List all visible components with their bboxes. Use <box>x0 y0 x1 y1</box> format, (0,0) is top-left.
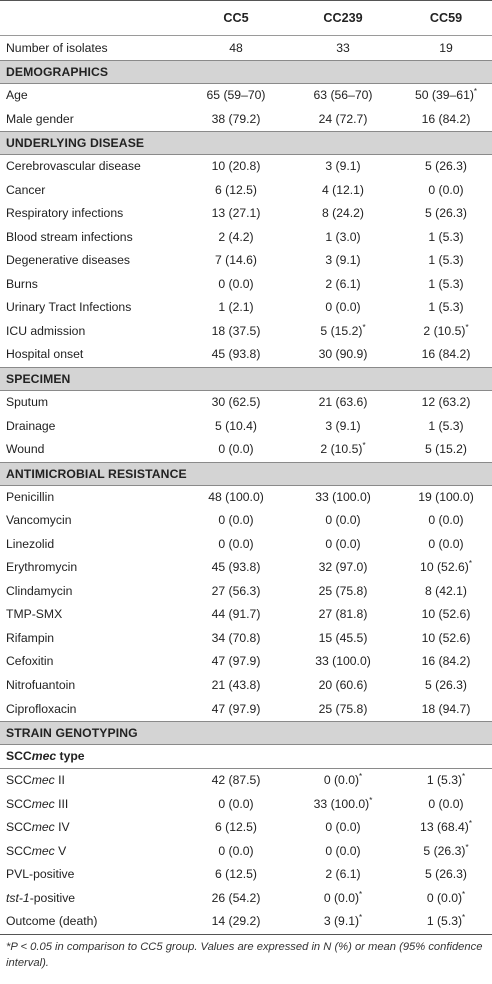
header-cc239: CC239 <box>323 11 363 25</box>
cc5-value <box>186 343 286 367</box>
header-row <box>0 1 492 36</box>
cell-value: 5 (15.2) <box>320 323 363 338</box>
cc59-value <box>400 84 492 108</box>
cell-value: 16 (84.2) <box>421 347 471 362</box>
isolates-row <box>0 36 492 61</box>
cc59-value <box>400 438 492 462</box>
cc59-value <box>400 840 492 864</box>
cc59-value <box>400 698 492 722</box>
cell-value: 0 (0.0) <box>325 513 361 528</box>
cell-value: 1 (5.3) <box>428 276 464 291</box>
cell-value: 10 (52.6) <box>420 560 469 575</box>
row-label: Outcome (death) <box>6 914 98 929</box>
cc5-value <box>186 887 286 911</box>
table-row <box>0 296 492 320</box>
cc239-value <box>286 202 400 226</box>
row-label: Urinary Tract Infections <box>6 300 132 315</box>
row-label: ICU admission <box>6 323 86 338</box>
cc239-value <box>286 887 400 911</box>
significance-marker: * <box>462 889 466 899</box>
row-label: Sputum <box>6 395 49 410</box>
row-label: Vancomycin <box>6 513 72 528</box>
cell-value: 0 (0.0) <box>325 820 361 835</box>
cell-value: 32 (97.0) <box>318 560 368 575</box>
cc239-value <box>286 273 400 297</box>
cc239-value <box>286 650 400 674</box>
cell-value: 5 (10.4) <box>214 418 257 433</box>
cell-value: 6 (12.5) <box>214 820 257 835</box>
cell-value: 2 (10.5) <box>320 442 363 457</box>
cc59-value <box>400 509 492 533</box>
cell-value: 3 (9.1) <box>323 914 360 929</box>
cell-value: 0 (0.0) <box>325 843 361 858</box>
cell-value: 18 (94.7) <box>421 701 471 716</box>
table-row <box>0 650 492 674</box>
section-antimicrobial-resistance <box>0 462 492 485</box>
cc239-value <box>286 793 400 817</box>
cell-value: 30 (90.9) <box>318 347 368 362</box>
cc59-value <box>400 603 492 627</box>
cc5-value <box>186 202 286 226</box>
cc59-value <box>400 108 492 132</box>
cell-value: 10 (20.8) <box>211 159 261 174</box>
header-blank <box>0 1 186 36</box>
cc5-value <box>186 84 286 108</box>
cell-value: 33 (100.0) <box>315 654 371 669</box>
cc59-value <box>400 179 492 203</box>
significance-marker: * <box>468 819 472 829</box>
cell-value: 44 (91.7) <box>211 607 261 622</box>
cc239-value <box>286 108 400 132</box>
cc59-value <box>400 650 492 674</box>
cell-value: 2 (6.1) <box>325 276 361 291</box>
cc5-value <box>186 698 286 722</box>
cc239-value <box>286 415 400 439</box>
cc239-value <box>286 698 400 722</box>
row-label: Hospital onset <box>6 347 84 362</box>
table-row <box>0 603 492 627</box>
cell-value: 5 (26.3) <box>423 843 466 858</box>
cell-value: 0 (0.0) <box>218 843 254 858</box>
cc59-value: 19 <box>400 36 492 61</box>
significance-marker: * <box>468 559 472 569</box>
significance-marker: * <box>362 441 366 451</box>
section-title: STRAIN GENOTYPING <box>0 722 492 745</box>
significance-marker: * <box>465 322 469 332</box>
cell-value: 0 (0.0) <box>428 513 464 528</box>
cc239-value <box>286 580 400 604</box>
cell-value: 5 (26.3) <box>424 206 467 221</box>
cell-value: 25 (75.8) <box>318 701 368 716</box>
cell-value: 38 (79.2) <box>211 111 261 126</box>
cc59-value <box>400 202 492 226</box>
cc5-value <box>186 249 286 273</box>
subsection-title <box>0 745 492 769</box>
cc59-value <box>400 863 492 887</box>
table-row <box>0 698 492 722</box>
cc59-value <box>400 533 492 557</box>
table-row <box>0 863 492 887</box>
cc59-value <box>400 485 492 509</box>
row-label: Blood stream infections <box>6 229 133 244</box>
cc5-value <box>186 509 286 533</box>
cell-value: 3 (9.1) <box>325 253 361 268</box>
table-row <box>0 674 492 698</box>
cc59-value <box>400 320 492 344</box>
cc239-value <box>286 249 400 273</box>
row-label: tst-1-positive <box>6 890 76 905</box>
cc5-value <box>186 296 286 320</box>
cell-value: 13 (68.4) <box>420 820 469 835</box>
cc239-value <box>286 509 400 533</box>
cell-value: 1 (5.3) <box>428 229 464 244</box>
row-label: SCCmec IV <box>6 820 70 835</box>
cc239-value <box>286 155 400 179</box>
table-row <box>0 155 492 179</box>
cell-value: 18 (37.5) <box>211 323 261 338</box>
subsection-sccmec-type <box>0 745 492 769</box>
row-label: Nitrofuantoin <box>6 678 76 693</box>
row-label: Male gender <box>6 111 74 126</box>
cc5-value <box>186 108 286 132</box>
row-label: SCCmec V <box>6 843 67 858</box>
cc5-value <box>186 273 286 297</box>
cell-value: 12 (63.2) <box>421 395 471 410</box>
cc239-value <box>286 391 400 415</box>
significance-marker: * <box>362 322 366 332</box>
cell-value: 27 (81.8) <box>318 607 368 622</box>
significance-marker: * <box>473 86 478 96</box>
table-row <box>0 509 492 533</box>
cell-value: 34 (70.8) <box>211 630 261 645</box>
cell-value: 4 (12.1) <box>321 182 364 197</box>
cell-value: 0 (0.0) <box>428 536 464 551</box>
row-label: SCCmec III <box>6 796 69 811</box>
cc239-value <box>286 320 400 344</box>
cell-value: 21 (43.8) <box>211 678 261 693</box>
cc59-value <box>400 415 492 439</box>
cc5-value <box>186 840 286 864</box>
cc59-value <box>400 226 492 250</box>
cc5-value <box>186 769 286 793</box>
cc59-value <box>400 627 492 651</box>
cell-value: 3 (9.1) <box>325 159 361 174</box>
table-row <box>0 887 492 911</box>
cc59-value <box>400 273 492 297</box>
cc5-value <box>186 674 286 698</box>
cc59-value <box>400 769 492 793</box>
cc5-value <box>186 603 286 627</box>
cell-value: 5 (26.3) <box>424 159 467 174</box>
table-row <box>0 438 492 462</box>
row-label: Number of isolates <box>0 36 186 61</box>
cell-value: 1 (3.0) <box>325 229 361 244</box>
cc5-value <box>186 580 286 604</box>
cell-value: 27 (56.3) <box>211 583 261 598</box>
table-footnote: *P < 0.05 in comparison to CC5 group. Values are expressed in N (%) or mean (95% confidence interval). <box>6 940 483 969</box>
cell-value: 8 (24.2) <box>321 206 364 221</box>
cell-value: 20 (60.6) <box>318 678 368 693</box>
row-label: TMP-SMX <box>6 607 63 622</box>
row-label: PVL-positive <box>6 867 75 882</box>
cc59-value <box>400 674 492 698</box>
cc5-value <box>186 320 286 344</box>
cell-value: 42 (87.5) <box>211 773 261 788</box>
cell-value: 65 (59–70) <box>206 88 266 102</box>
significance-marker: * <box>359 889 363 899</box>
cell-value: 10 (52.6) <box>421 630 471 645</box>
cc239-value <box>286 179 400 203</box>
cell-value: 14 (29.2) <box>211 914 261 929</box>
significance-marker: * <box>462 913 466 923</box>
cell-value: 6 (12.5) <box>214 182 257 197</box>
cell-value: 26 (54.2) <box>211 890 261 905</box>
table-row <box>0 249 492 273</box>
cell-value: 47 (97.9) <box>211 654 261 669</box>
row-label: Degenerative diseases <box>6 253 130 268</box>
significance-marker: * <box>359 772 363 782</box>
table-row <box>0 391 492 415</box>
significance-marker: * <box>369 795 373 805</box>
cc239-value <box>286 627 400 651</box>
cc5-value <box>186 533 286 557</box>
section-demographics <box>0 61 492 84</box>
cc239-value <box>286 226 400 250</box>
row-label: Respiratory infections <box>6 206 124 221</box>
cell-value: 1 (5.3) <box>426 914 463 929</box>
cell-value: 10 (52.6) <box>421 607 471 622</box>
row-label: SCCmec II <box>6 773 65 788</box>
table-row <box>0 343 492 367</box>
significance-marker: * <box>465 842 469 852</box>
cell-value: 8 (42.1) <box>424 583 467 598</box>
cell-value: 13 (27.1) <box>211 206 261 221</box>
table-row <box>0 793 492 817</box>
cc59-value <box>400 249 492 273</box>
cc59-value <box>400 793 492 817</box>
table-row <box>0 627 492 651</box>
mec-italic: mec <box>31 749 57 764</box>
cc239-value <box>286 603 400 627</box>
cc5-value <box>186 415 286 439</box>
cell-value: 0 (0.0) <box>218 276 254 291</box>
cc59-value <box>400 887 492 911</box>
significance-marker: * <box>462 772 466 782</box>
cell-value: 0 (0.0) <box>325 536 361 551</box>
cell-value: 1 (5.3) <box>428 253 464 268</box>
cc239-value <box>286 296 400 320</box>
cc5-value <box>186 438 286 462</box>
table-row <box>0 320 492 344</box>
cell-value: 0 (0.0) <box>218 442 254 457</box>
header-cc5: CC5 <box>223 11 249 25</box>
cc239-value <box>286 840 400 864</box>
cc239-value <box>286 863 400 887</box>
cell-value: 33 (100.0) <box>315 489 371 504</box>
table-row <box>0 179 492 203</box>
section-title: ANTIMICROBIAL RESISTANCE <box>0 462 492 485</box>
table-row <box>0 580 492 604</box>
table-row <box>0 840 492 864</box>
cell-value: 1 (5.3) <box>428 418 464 433</box>
cell-value: 25 (75.8) <box>318 583 368 598</box>
cell-value: 16 (84.2) <box>421 111 471 126</box>
cc59-value <box>400 910 492 934</box>
cell-value: 45 (93.8) <box>211 347 261 362</box>
cell-value: 0 (0.0) <box>218 513 254 528</box>
cc239-value <box>286 674 400 698</box>
significance-marker: * <box>359 913 363 923</box>
cc59-value <box>400 391 492 415</box>
cell-value: 0 (0.0) <box>323 890 360 905</box>
cc5-value: 48 <box>186 36 286 61</box>
cc59-value <box>400 816 492 840</box>
cc5-value <box>186 485 286 509</box>
table-row <box>0 202 492 226</box>
cc239-value <box>286 816 400 840</box>
cell-value: 30 (62.5) <box>211 395 261 410</box>
cell-value: 0 (0.0) <box>218 796 254 811</box>
type-suffix: type <box>56 749 85 764</box>
cell-value: 63 (56–70) <box>313 88 373 102</box>
cc5-value <box>186 910 286 934</box>
cc59-value <box>400 155 492 179</box>
header-cc59: CC59 <box>429 11 463 25</box>
section-specimen <box>0 368 492 391</box>
table-row <box>0 533 492 557</box>
section-underlying-disease <box>0 132 492 155</box>
table-row <box>0 485 492 509</box>
cc239-value <box>286 556 400 580</box>
cell-value: 33 (100.0) <box>313 796 370 811</box>
cell-value: 7 (14.6) <box>214 253 257 268</box>
cell-value: 50 (39–61) <box>414 88 474 102</box>
cell-value: 0 (0.0) <box>325 300 361 315</box>
cc239-value <box>286 84 400 108</box>
cc5-value <box>186 816 286 840</box>
section-title: SPECIMEN <box>0 368 492 391</box>
cell-value: 0 (0.0) <box>428 182 464 197</box>
cell-value: 15 (45.5) <box>318 630 368 645</box>
cell-value: 0 (0.0) <box>218 536 254 551</box>
cc59-value <box>400 343 492 367</box>
section-title: DEMOGRAPHICS <box>0 61 492 84</box>
cell-value: 6 (12.5) <box>214 867 257 882</box>
table-row <box>0 769 492 793</box>
cell-value: 5 (26.3) <box>424 678 467 693</box>
cell-value: 24 (72.7) <box>318 111 368 126</box>
cc5-value <box>186 556 286 580</box>
cc5-value <box>186 863 286 887</box>
row-label: Ciprofloxacin <box>6 701 77 716</box>
row-label: Drainage <box>6 418 56 433</box>
cell-value: 1 (5.3) <box>428 300 464 315</box>
row-label: Cancer <box>6 182 46 197</box>
cell-value: 3 (9.1) <box>325 418 361 433</box>
row-label: Age <box>6 88 28 102</box>
row-label: Linezolid <box>6 536 55 551</box>
table-row <box>0 273 492 297</box>
row-label: Erythromycin <box>6 560 78 575</box>
cell-value: 16 (84.2) <box>421 654 471 669</box>
table-row <box>0 556 492 580</box>
cell-value: 1 (2.1) <box>218 300 254 315</box>
cc239-value <box>286 910 400 934</box>
cc239-value <box>286 343 400 367</box>
row-label: Penicillin <box>6 489 55 504</box>
cell-value: 2 (6.1) <box>325 867 361 882</box>
table-row <box>0 84 492 108</box>
row-label: Cefoxitin <box>6 654 54 669</box>
cc5-value <box>186 179 286 203</box>
cc59-value <box>400 580 492 604</box>
cell-value: 45 (93.8) <box>211 560 261 575</box>
table-row <box>0 226 492 250</box>
section-strain-genotyping <box>0 722 492 745</box>
row-label: Cerebrovascular disease <box>6 159 141 174</box>
cc239-value: 33 <box>286 36 400 61</box>
cell-value: 0 (0.0) <box>428 796 464 811</box>
cc5-value <box>186 155 286 179</box>
row-label: Burns <box>6 276 38 291</box>
cell-value: 5 (26.3) <box>424 867 467 882</box>
cell-value: 0 (0.0) <box>426 890 463 905</box>
table-row <box>0 415 492 439</box>
cc5-value <box>186 391 286 415</box>
cc239-value <box>286 533 400 557</box>
scc-prefix: SCC <box>6 749 32 764</box>
comparison-table <box>0 1 492 934</box>
cc5-value <box>186 226 286 250</box>
cell-value: 5 (15.2) <box>424 442 467 457</box>
cell-value: 0 (0.0) <box>323 773 360 788</box>
table-row <box>0 910 492 934</box>
cc5-value <box>186 793 286 817</box>
cc239-value <box>286 485 400 509</box>
cc239-value <box>286 438 400 462</box>
cc59-value <box>400 296 492 320</box>
row-label: Rifampin <box>6 630 55 645</box>
section-title: UNDERLYING DISEASE <box>0 132 492 155</box>
cell-value: 2 (4.2) <box>218 229 254 244</box>
cell-value: 21 (63.6) <box>318 395 368 410</box>
cc239-value <box>286 769 400 793</box>
table-row <box>0 108 492 132</box>
cell-value: 1 (5.3) <box>426 773 463 788</box>
row-label: Wound <box>6 442 45 457</box>
cc5-value <box>186 650 286 674</box>
cell-value: 2 (10.5) <box>423 323 466 338</box>
cell-value: 47 (97.9) <box>211 701 261 716</box>
cell-value: 48 (100.0) <box>208 489 264 504</box>
table-row <box>0 816 492 840</box>
cc59-value <box>400 556 492 580</box>
cc5-value <box>186 627 286 651</box>
cell-value: 19 (100.0) <box>418 489 474 504</box>
row-label: Clindamycin <box>6 583 73 598</box>
